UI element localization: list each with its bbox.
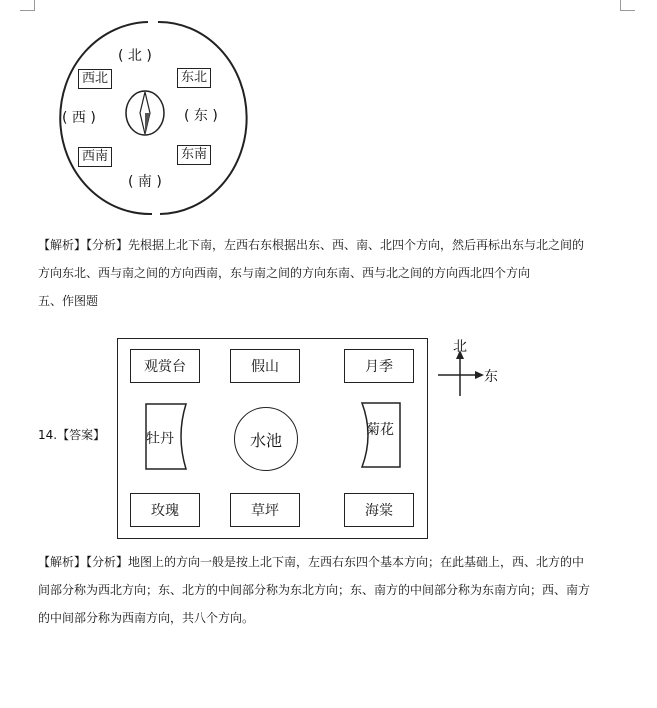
compass-diagram — [0, 0, 657, 225]
plot-guanshangtai: 观赏台 — [130, 349, 200, 383]
plot-mudan: 牡丹 — [146, 431, 174, 447]
compass-east-label: ( 东 ) — [184, 108, 218, 124]
map-east-label: 东 — [484, 369, 498, 385]
question-14-label: 14.【答案】 — [38, 428, 106, 442]
plot-juhua: 菊花 — [366, 422, 394, 438]
compass-north-label: ( 北 ) — [118, 48, 152, 64]
section-title: 五、作图题 — [38, 294, 99, 308]
compass-northeast-box: 东北 — [177, 68, 211, 88]
plot-meigui: 玫瑰 — [130, 493, 200, 527]
analysis-1-line-2: 方向东北、西与南之间的方向西南，东与南之间的方向东南、西与北之间的方向西北四个方向 — [38, 266, 531, 280]
analysis-1-line-1: 【解析】【分析】先根据上北下南，左西右东根据出东、西、南、北四个方向，然后再标出东与北之间的 — [38, 238, 585, 252]
analysis-2-line-2: 间部分称为西北方向；东、北方的中间部分称为东北方向；东、南方的中间部分称为东南方向；西、南方 — [38, 583, 591, 597]
plot-haitang: 海棠 — [344, 493, 414, 527]
compass-drawing — [0, 0, 657, 225]
compass-south-label: ( 南 ) — [128, 174, 162, 190]
analysis-2-line-1: 【解析】【分析】地图上的方向一般是按上北下南，左西右东四个基本方向；在此基础上，西、北方的中 — [38, 555, 585, 569]
plot-jiashan: 假山 — [230, 349, 300, 383]
plot-caoping: 草坪 — [230, 493, 300, 527]
map-north-label: 北 — [453, 339, 467, 355]
compass-west-label: ( 西 ) — [62, 110, 96, 126]
plot-shuichi: 水池 — [234, 407, 298, 471]
plot-yueji: 月季 — [344, 349, 414, 383]
compass-southwest-box: 西南 — [78, 147, 112, 167]
park-map — [117, 338, 428, 539]
compass-southeast-box: 东南 — [177, 145, 211, 165]
compass-northwest-box: 西北 — [78, 69, 112, 89]
analysis-2-line-3: 的中间部分称为西南方向，共八个方向。 — [38, 611, 255, 625]
